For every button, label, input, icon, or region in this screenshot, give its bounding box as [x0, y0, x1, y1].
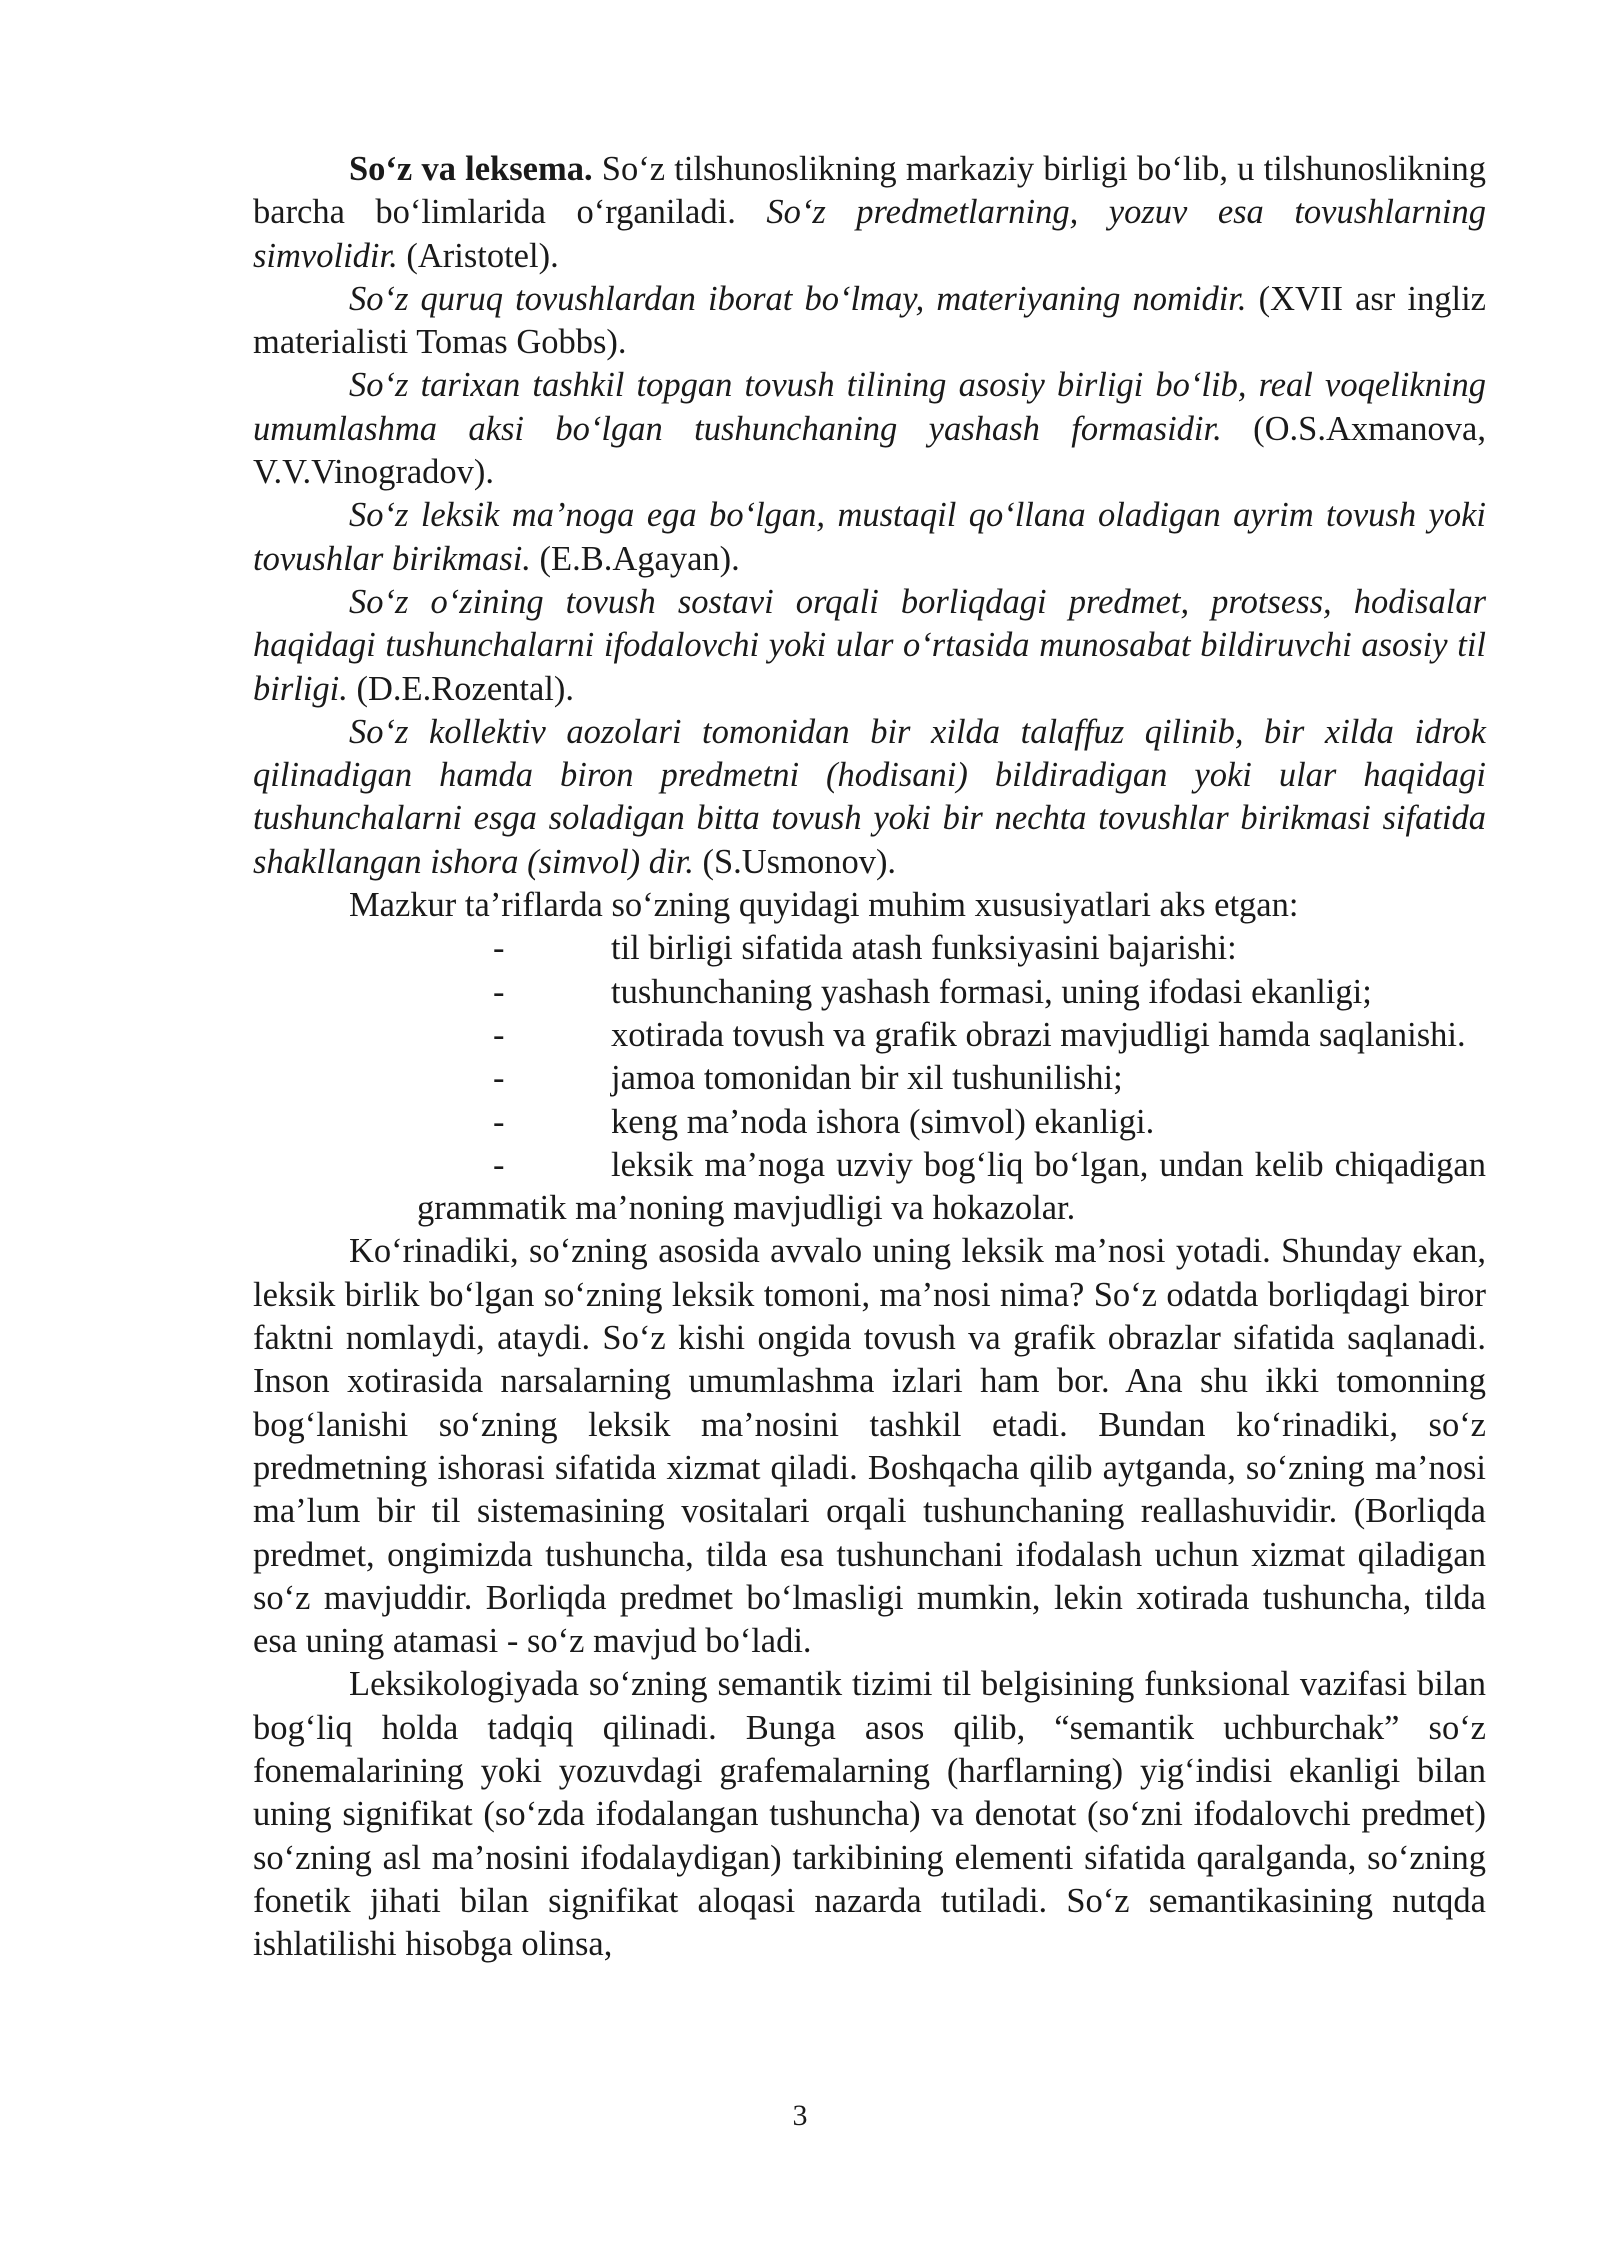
list-dash: -	[493, 972, 505, 1011]
list-item-text: keng ma’noda ishora (simvol) ekanligi.	[611, 1102, 1155, 1141]
paragraph-5	[253, 581, 1486, 711]
paragraph-9: Leksikologiyada so‘zning semantik tizimi til belgisining funksional vazifasi bilan bog‘liq holda tadqiq qilinadi. Bunga asos qilib, “semantik uchburchak” so‘z fonemalarining yoki yozuvdagi grafemalarning (harflarning) yig‘indisi ekanligi bilan uning signifikat (so‘zda ifodalangan tushuncha) va denotat (so‘zni ifodalovchi predmet) so‘zning asl ma’nosini ifodalaydigan) tarkibining elementi sifatida qaralganda, so‘zning fonetik jihati bilan signifikat aloqasi nazarda tutiladi. So‘z semantikasining nutqda ishlatilishi hisobga olinsa,	[253, 1665, 1486, 1964]
quote-italic: So‘z leksik ma’noga ega bo‘lgan, mustaqil qo‘llana oladigan ayrim tovush yoki tovushlar birikmasi.	[253, 496, 1486, 578]
list-item	[253, 1014, 1486, 1057]
citation: (Aristotel).	[397, 236, 559, 275]
list-item	[253, 1057, 1486, 1100]
page-number: 3	[792, 2099, 808, 2132]
section-heading: So‘z va leksema.	[349, 150, 593, 188]
paragraph-4	[253, 494, 1486, 581]
list-dash: -	[493, 1145, 505, 1184]
text-run: So‘z tilshunoslikning markaziy birligi bo‘lib, u tilshunoslikning barcha bo‘limlarida o‘rganiladi.	[253, 150, 1486, 232]
list-item-text: leksik ma’noga uzviy bog‘liq bo‘lgan, undan kelib chiqadigan grammatik ma’noning mavjudligi va hokazolar.	[417, 1145, 1486, 1228]
quote-italic: So‘z o‘zining tovush sostavi orqali borliqdagi predmet, protsess, hodisalar haqidagi tushunchalarni ifodalovchi yoki ular o‘rtasida munosabat bildiruvchi asosiy til birligi.	[253, 582, 1486, 708]
list-item-text: til birligi sifatida atash funksiyasini bajarishi:	[611, 929, 1237, 968]
quote-italic: So‘z kollektiv aozolari tomonidan bir xilda talaffuz qilinib, bir xilda idrok qilinadigan hamda biron predmetni (hodisani) bildiradigan yoki ular haqidagi tushunchalarni esga soladigan bitta tovush yoki bir nechta tovushlar birikmasi sifatida shakllangan ishora (simvol) dir.	[253, 712, 1486, 881]
list-intro: Mazkur ta’riflarda so‘zning quyidagi muhim xususiyatlari aks etgan:	[349, 886, 1299, 925]
quote-italic: So‘z predmetlarning, yozuv esa tovushlarning simvolidir.	[253, 193, 1486, 275]
list-item-text: tushunchaning yashash formasi, uning ifodasi ekanligi;	[611, 972, 1372, 1011]
paragraph-6	[253, 711, 1486, 884]
paragraph-2	[253, 278, 1486, 365]
quote-italic: So‘z tarixan tashkil topgan tovush tilining asosiy birligi bo‘lib, real voqelikning umumlashma aksi bo‘lgan tushunchaning yashash formasidir.	[253, 366, 1486, 448]
list-dash: -	[493, 1102, 505, 1141]
citation: (XVII asr ingliz materialisti Tomas Gobbs).	[253, 279, 1486, 362]
quote-italic: So‘z quruq tovushlardan iborat bo‘lmay, materiyaning nomidir.	[349, 279, 1247, 318]
list-item-text: jamoa tomonidan bir xil tushunilishi;	[611, 1059, 1123, 1098]
list-dash: -	[493, 929, 505, 968]
list-dash: -	[493, 1015, 505, 1054]
citation: (D.E.Rozental).	[347, 669, 574, 708]
paragraph-1	[253, 148, 1486, 278]
list-item	[253, 971, 1486, 1014]
list-item	[253, 927, 1486, 970]
list-item	[253, 1144, 1486, 1231]
list-dash: -	[493, 1059, 505, 1098]
paragraph-3	[253, 364, 1486, 494]
document-page	[253, 148, 1486, 1966]
paragraph-7	[253, 884, 1486, 927]
citation: (O.S.Axmanova, V.V.Vinogradov).	[253, 409, 1486, 492]
citation: (S.Usmonov).	[693, 842, 897, 881]
list-item	[253, 1101, 1486, 1144]
paragraph-8: Ko‘rinadiki, so‘zning asosida avvalo uning leksik ma’nosi yotadi. Shunday ekan, leksik birlik bo‘lgan so‘zning leksik tomoni, ma’nosi nima? So‘z odatda borliqdagi biror faktni nomlaydi, ataydi. So‘z kishi ongida tovush va grafik obrazlar sifatida saqlanadi. Inson xotirasida narsalarning umumlashma izlari ham bor. Ana shu ikki tomonning bog‘lanishi so‘zning leksik ma’nosini tashkil etadi. Bundan ko‘rinadiki, so‘z predmetning ishorasi sifatida xizmat qiladi. Boshqacha qilib aytganda, so‘zning ma’nosi ma’lum bir til sistemasining vositalari orqali tushunchaning reallashuvidir. (Borliqda predmet, ongimizda tushuncha, tilda esa tushunchani ifodalash uchun xizmat qiladigan so‘z mavjuddir. Borliqda predmet bo‘lmasligi mumkin, lekin xotirada tushuncha, tilda esa uning atamasi - so‘z mavjud bo‘ladi.	[253, 1232, 1486, 1661]
citation: (E.B.Agayan).	[530, 539, 740, 578]
list-item-text: xotirada tovush va grafik obrazi mavjudligi hamda saqlanishi.	[611, 1015, 1466, 1054]
